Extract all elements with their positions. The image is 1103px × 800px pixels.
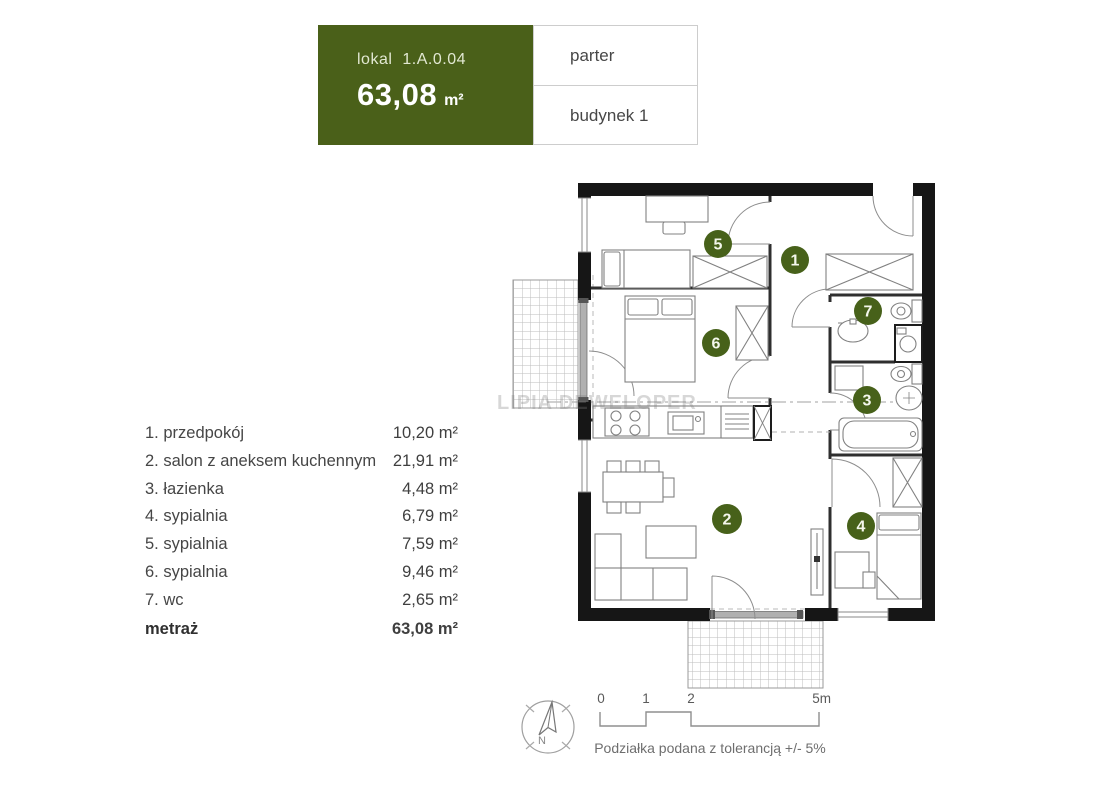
room-area: 6,79 m² xyxy=(402,507,458,526)
room-label-1 xyxy=(781,246,809,274)
legend-total-row xyxy=(145,620,458,648)
living-coffee-table xyxy=(646,526,696,558)
unit-card xyxy=(318,25,533,145)
room-area: 9,46 m² xyxy=(402,562,458,581)
room-label-3 xyxy=(853,386,881,414)
legend-row xyxy=(145,591,458,619)
hall-wardrobe xyxy=(826,254,913,290)
room6-bed xyxy=(625,296,695,382)
scale-bar-line xyxy=(595,707,831,731)
svg-text:4: 4 xyxy=(856,518,866,536)
room4-bed xyxy=(877,513,921,599)
svg-text:7: 7 xyxy=(863,303,873,321)
svg-text:5: 5 xyxy=(713,236,723,254)
room5-bed xyxy=(602,250,690,288)
watermark: LIPIA DEWELOPER xyxy=(497,392,697,414)
unit-area-value: 63,08 xyxy=(357,77,438,112)
total-area: 63,08 m² xyxy=(391,619,458,638)
room-area: 7,59 m² xyxy=(402,535,458,554)
room-area: 21,91 m² xyxy=(392,451,458,470)
legend-row xyxy=(145,480,458,508)
balcony-left xyxy=(513,280,578,408)
room-name: 6. sypialnia xyxy=(145,562,228,581)
tv-panel xyxy=(811,529,823,595)
legend-row xyxy=(145,535,458,563)
kitchen-shaft xyxy=(754,406,771,440)
room5-desk xyxy=(646,196,708,234)
svg-text:1: 1 xyxy=(790,252,800,270)
legend-row xyxy=(145,424,458,452)
scale-tick-1: 1 xyxy=(642,691,650,706)
unit-id-line xyxy=(357,51,533,69)
room6-wardrobe xyxy=(736,306,768,360)
north-needle xyxy=(539,702,556,735)
wc-toilet xyxy=(891,300,922,322)
room-area: 2,65 m² xyxy=(402,590,458,609)
scale-tick-2: 2 xyxy=(687,691,695,706)
room-legend xyxy=(145,424,458,647)
room-name: 4. sypialnia xyxy=(145,507,228,526)
scale-note: Podziałka podana z tolerancją +/- 5% xyxy=(594,740,826,756)
room-name: 1. przedpokój xyxy=(145,424,245,442)
svg-text:2: 2 xyxy=(722,511,732,529)
compass-n: N xyxy=(538,735,546,747)
building-cell: budynek 1 xyxy=(570,106,649,125)
room-name: 3. łazienka xyxy=(145,479,224,498)
room-name: 2. salon z aneksem kuchennym xyxy=(145,451,377,470)
washer-shaft xyxy=(895,325,922,362)
room4-wardrobe xyxy=(893,458,922,507)
bath-shelf xyxy=(835,366,863,390)
room5-wardrobe xyxy=(693,256,767,288)
bathtub xyxy=(839,418,922,451)
room-label-2 xyxy=(712,504,742,534)
room-label-5 xyxy=(704,230,732,258)
legend-row xyxy=(145,452,458,480)
bath-sink xyxy=(896,386,922,410)
legend-row xyxy=(145,563,458,591)
room-name: 7. wc xyxy=(145,590,184,609)
legend-row xyxy=(145,507,458,535)
room4-desk xyxy=(835,552,875,588)
living-dining-table xyxy=(603,461,674,513)
room-area: 4,48 m² xyxy=(402,479,458,498)
svg-text:6: 6 xyxy=(711,335,721,353)
room-label-6 xyxy=(702,329,730,357)
room-label-4 xyxy=(847,512,875,540)
terrace-bottom xyxy=(688,621,823,688)
floor-cell: parter xyxy=(534,26,697,86)
scale-tick-0: 0 xyxy=(597,691,605,706)
terrace-door xyxy=(709,609,805,619)
scale-tick-5m: 5m xyxy=(812,691,831,706)
unit-area-unit: m² xyxy=(444,92,464,109)
bath-toilet xyxy=(891,364,922,384)
unit-label: lokal xyxy=(357,51,393,68)
unit-number: 1.A.0.04 xyxy=(402,51,467,68)
room-area: 10,20 m² xyxy=(392,424,458,442)
floor-plan-drawing xyxy=(505,178,940,695)
kitchen-counter xyxy=(593,406,753,438)
scale-bar xyxy=(595,691,831,737)
unit-area xyxy=(357,77,533,113)
room-name: 5. sypialnia xyxy=(145,535,228,554)
svg-text:3: 3 xyxy=(862,392,872,410)
unit-info-cells xyxy=(533,25,698,145)
total-label: metraż xyxy=(145,619,199,638)
room-label-7 xyxy=(854,297,882,325)
